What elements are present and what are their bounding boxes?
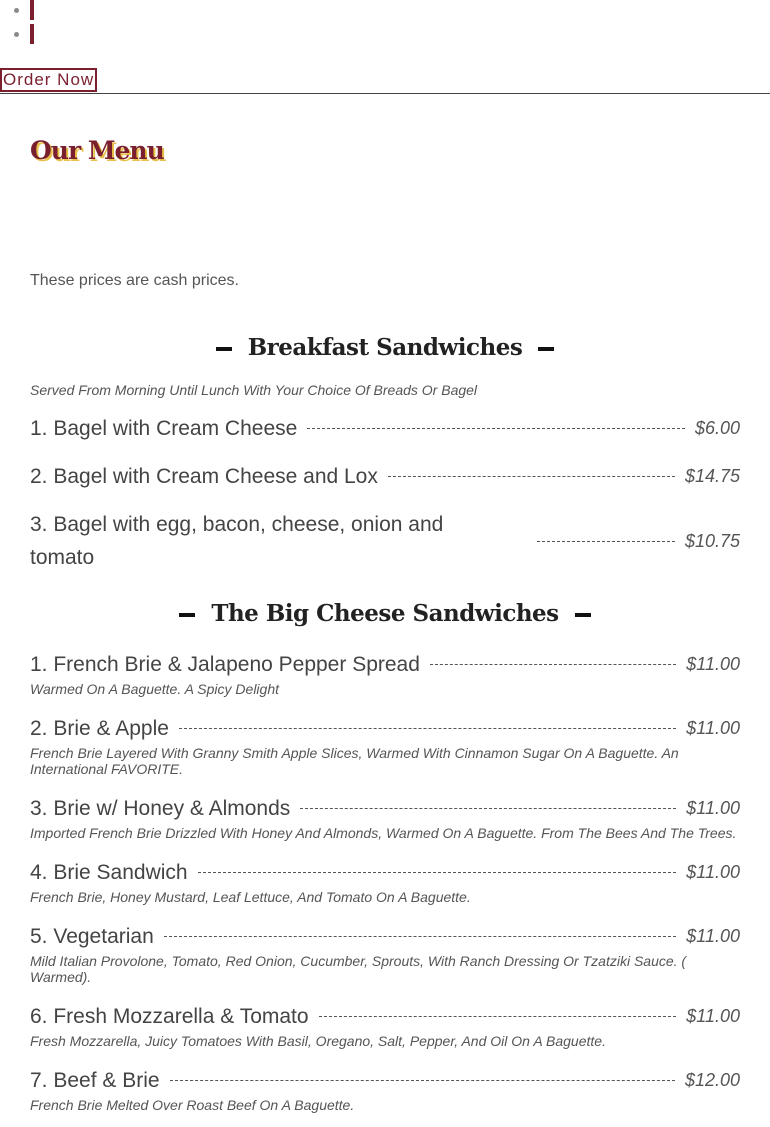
heading-dash-left (216, 347, 232, 351)
item-description: Imported French Brie Drizzled With Honey And Almonds, Warmed On A Baguette. From The Bees And The Trees. (30, 825, 737, 841)
nav-item-2-marker[interactable] (30, 24, 34, 44)
dotted-leader (388, 476, 675, 477)
item-name: 3. Brie w/ Honey & Almonds (30, 797, 291, 820)
item-price: $10.75 (684, 530, 740, 551)
item-price: $11.00 (686, 1006, 740, 1026)
bullet-icon (14, 8, 19, 13)
menu-item (30, 856, 740, 905)
menu-item (30, 920, 740, 985)
section-title: Breakfast Sandwiches (247, 334, 523, 361)
item-price: $11.00 (686, 654, 740, 674)
item-price: $11.00 (686, 718, 740, 738)
item-description: French Brie Melted Over Roast Beef On A Baguette. (30, 1097, 355, 1113)
item-description: Mild Italian Provolone, Tomato, Red Onion, Cucumber, Sprouts, With Ranch Dressing Or Tzatziki Sauce. ( Warmed). (30, 953, 687, 985)
cash-prices-note: These prices are cash prices. (30, 272, 239, 289)
dotted-leader (537, 541, 675, 542)
item-description: French Brie, Honey Mustard, Leaf Lettuce, And Tomato On A Baguette. (30, 889, 471, 905)
item-price: $11.00 (686, 862, 740, 882)
item-description: Fresh Mozzarella, Juicy Tomatoes With Basil, Oregano, Salt, Pepper, And Oil On A Baguette. (30, 1033, 606, 1049)
item-name: 4. Brie Sandwich (30, 861, 188, 884)
item-price: $11.00 (686, 926, 740, 946)
section-title: The Big Cheese Sandwiches (211, 600, 559, 627)
item-price: $14.75 (684, 466, 740, 486)
menu-item (30, 648, 740, 697)
item-name: 3. Bagel with egg, bacon, cheese, onion and tomato (30, 513, 444, 569)
item-description: French Brie Layered With Granny Smith Apple Slices, Warmed With Cinnamon Sugar On A Baguette. An International FAVORITE. (30, 745, 679, 777)
item-price: $6.00 (694, 418, 740, 438)
menu-item (30, 712, 740, 777)
menu-item (30, 792, 740, 841)
item-name: 7. Beef & Brie (30, 1069, 160, 1092)
menu-item (30, 1000, 740, 1049)
heading-dash-right (538, 347, 554, 351)
menu-item (30, 1064, 740, 1113)
dotted-leader (198, 872, 677, 873)
section-heading-big-cheese (0, 600, 770, 627)
menu-item (30, 508, 740, 574)
item-price: $12.00 (684, 1070, 740, 1090)
heading-dash-right (575, 613, 591, 617)
dotted-leader (319, 1016, 677, 1017)
item-name: 6. Fresh Mozzarella & Tomato (30, 1005, 309, 1028)
dotted-leader (300, 808, 676, 809)
item-name: 1. Bagel with Cream Cheese (30, 417, 298, 440)
nav-item-1-marker[interactable] (30, 0, 34, 20)
bullet-icon (14, 32, 19, 37)
menu-item (30, 412, 740, 445)
heading-dash-left (179, 613, 195, 617)
menu-item (30, 460, 740, 493)
dotted-leader (164, 936, 677, 937)
item-name: 5. Vegetarian (30, 925, 154, 948)
dotted-leader (179, 728, 676, 729)
order-now-button[interactable]: Order Now (0, 68, 97, 92)
dotted-leader (307, 428, 685, 429)
page-title: Our Menu (30, 136, 164, 165)
section-subtitle: Served From Morning Until Lunch With Your Choice Of Breads Or Bagel (30, 382, 478, 398)
item-name: 1. French Brie & Jalapeno Pepper Spread (30, 653, 420, 676)
dotted-leader (170, 1080, 675, 1081)
dotted-leader (430, 664, 676, 665)
item-description: Warmed On A Baguette. A Spicy Delight (30, 681, 280, 697)
top-navigation (0, 0, 770, 94)
item-name: 2. Brie & Apple (30, 717, 169, 740)
section-heading-breakfast (0, 334, 770, 361)
item-price: $11.00 (686, 798, 740, 818)
item-name: 2. Bagel with Cream Cheese and Lox (30, 465, 378, 488)
